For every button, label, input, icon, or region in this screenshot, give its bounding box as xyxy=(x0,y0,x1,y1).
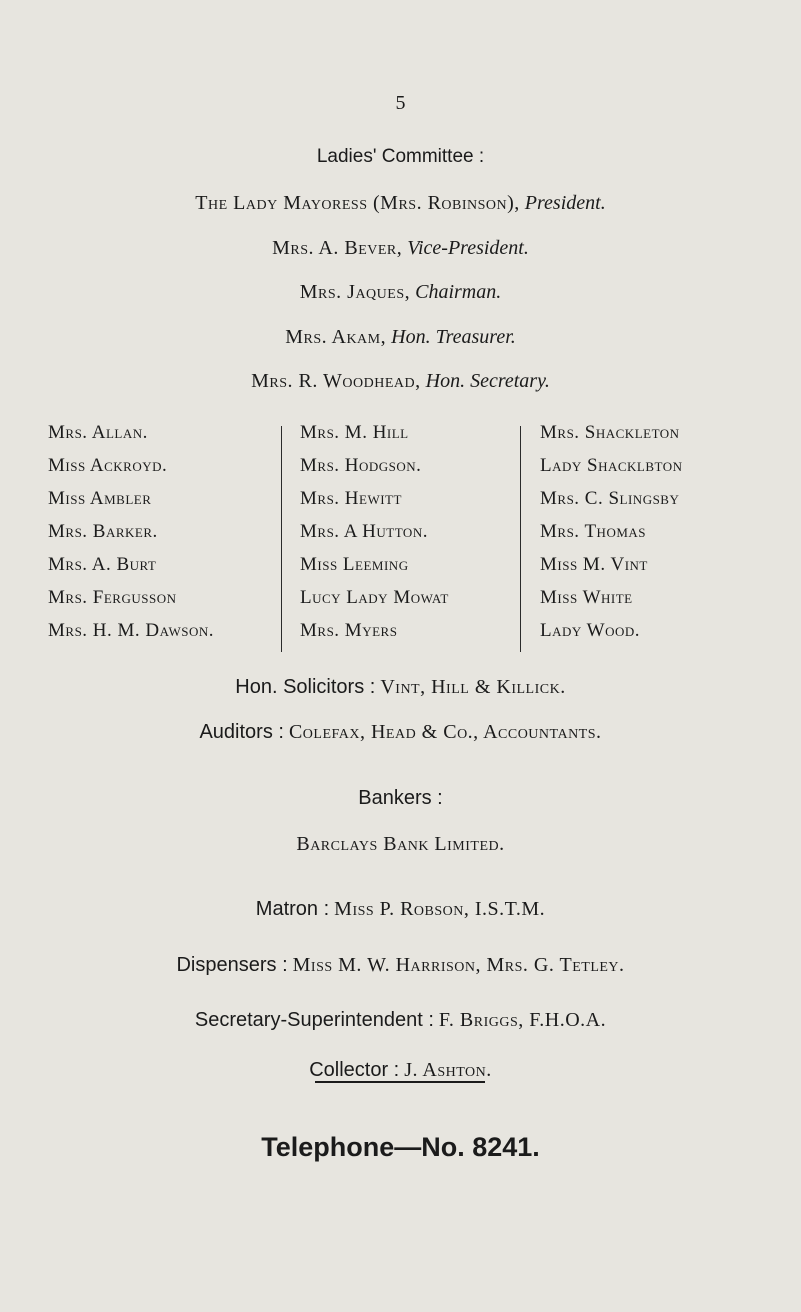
auditors-line xyxy=(0,721,801,744)
collector-line xyxy=(0,1059,801,1082)
dispensers-label: Dispensers : xyxy=(176,954,288,976)
officer-role: Hon. Treasurer. xyxy=(391,326,516,348)
members-column-2 xyxy=(300,416,449,647)
dispensers-value: Miss M. W. Harrison, Mrs. G. Tetley. xyxy=(292,954,625,976)
members-column-3 xyxy=(540,416,683,647)
officer-role: Chairman. xyxy=(415,281,502,303)
member-name: Mrs. Myers xyxy=(300,620,398,641)
matron-label: Matron : xyxy=(255,898,330,920)
member-name: Mrs. C. Slingsby xyxy=(540,488,680,509)
collector-label: Collector : xyxy=(309,1059,400,1081)
member-name: Lady Wood. xyxy=(540,620,641,641)
member-name: Lucy Lady Mowat xyxy=(300,587,449,608)
officer-name: Mrs. A. Bever, xyxy=(272,237,403,259)
officer-name: Mrs. Jaques, xyxy=(299,281,411,303)
solicitors-value: Vint, Hill & Killick. xyxy=(380,676,566,698)
page-number: 5 xyxy=(395,92,406,114)
member-name: Miss Ambler xyxy=(48,488,152,509)
member-name: Mrs. A. Burt xyxy=(48,554,157,575)
auditors-value: Colefax, Head & Co., Accountants. xyxy=(288,721,602,743)
telephone-number: Telephone—No. 8241. xyxy=(261,1132,540,1162)
column-divider xyxy=(520,426,521,652)
collector-value: J. Ashton. xyxy=(404,1059,492,1081)
member-name: Mrs. Shackleton xyxy=(540,422,680,443)
officer-name: Mrs. Akam, xyxy=(285,326,387,348)
member-name: Miss Leeming xyxy=(300,554,409,575)
bankers-value: Barclays Bank Limited. xyxy=(296,833,505,855)
solicitors-label: Hon. Solicitors : xyxy=(235,676,376,698)
officer-president xyxy=(0,192,801,215)
officer-role: Vice-President. xyxy=(407,237,529,259)
auditors-label: Auditors : xyxy=(199,721,284,743)
member-name: Mrs. Allan. xyxy=(48,422,148,443)
member-name: Miss Ackroyd. xyxy=(48,455,168,476)
secretary-value: F. Briggs, F.H.O.A. xyxy=(438,1009,607,1031)
column-divider xyxy=(281,426,282,652)
member-name: Mrs. Thomas xyxy=(540,521,647,542)
matron-value: Miss P. Robson, I.S.T.M. xyxy=(334,898,546,920)
member-name: Mrs. Hodgson. xyxy=(300,455,422,476)
officer-role: President. xyxy=(524,192,606,214)
secretary-label: Secretary-Superintendent : xyxy=(194,1009,434,1031)
secretary-line xyxy=(0,1009,801,1032)
member-name: Mrs. Hewitt xyxy=(300,488,402,509)
officer-role: Hon. Secretary. xyxy=(425,370,550,392)
officer-name: The Lady Mayoress (Mrs. Robinson), xyxy=(195,192,520,214)
dispensers-line xyxy=(0,954,801,977)
officer-name: Mrs. R. Woodhead, xyxy=(251,370,421,392)
committee-heading: Ladies' Committee : xyxy=(316,146,485,167)
officer-chairman xyxy=(0,281,801,304)
member-name: Mrs. H. M. Dawson. xyxy=(48,620,215,641)
officer-secretary xyxy=(0,370,801,393)
matron-line xyxy=(0,898,801,921)
member-name: Miss White xyxy=(540,587,633,608)
solicitors-line xyxy=(0,676,801,699)
member-name: Miss M. Vint xyxy=(540,554,648,575)
officer-treasurer xyxy=(0,326,801,349)
member-name: Mrs. M. Hill xyxy=(300,422,409,443)
member-name: Mrs. Barker. xyxy=(48,521,158,542)
bankers-label: Bankers : xyxy=(358,787,443,809)
member-name: Mrs. Fergusson xyxy=(48,587,177,608)
divider-rule xyxy=(315,1081,485,1083)
officer-vice-president xyxy=(0,237,801,260)
member-name: Lady Shacklbton xyxy=(540,455,683,476)
members-column-1 xyxy=(48,416,214,647)
member-name: Mrs. A Hutton. xyxy=(300,521,428,542)
